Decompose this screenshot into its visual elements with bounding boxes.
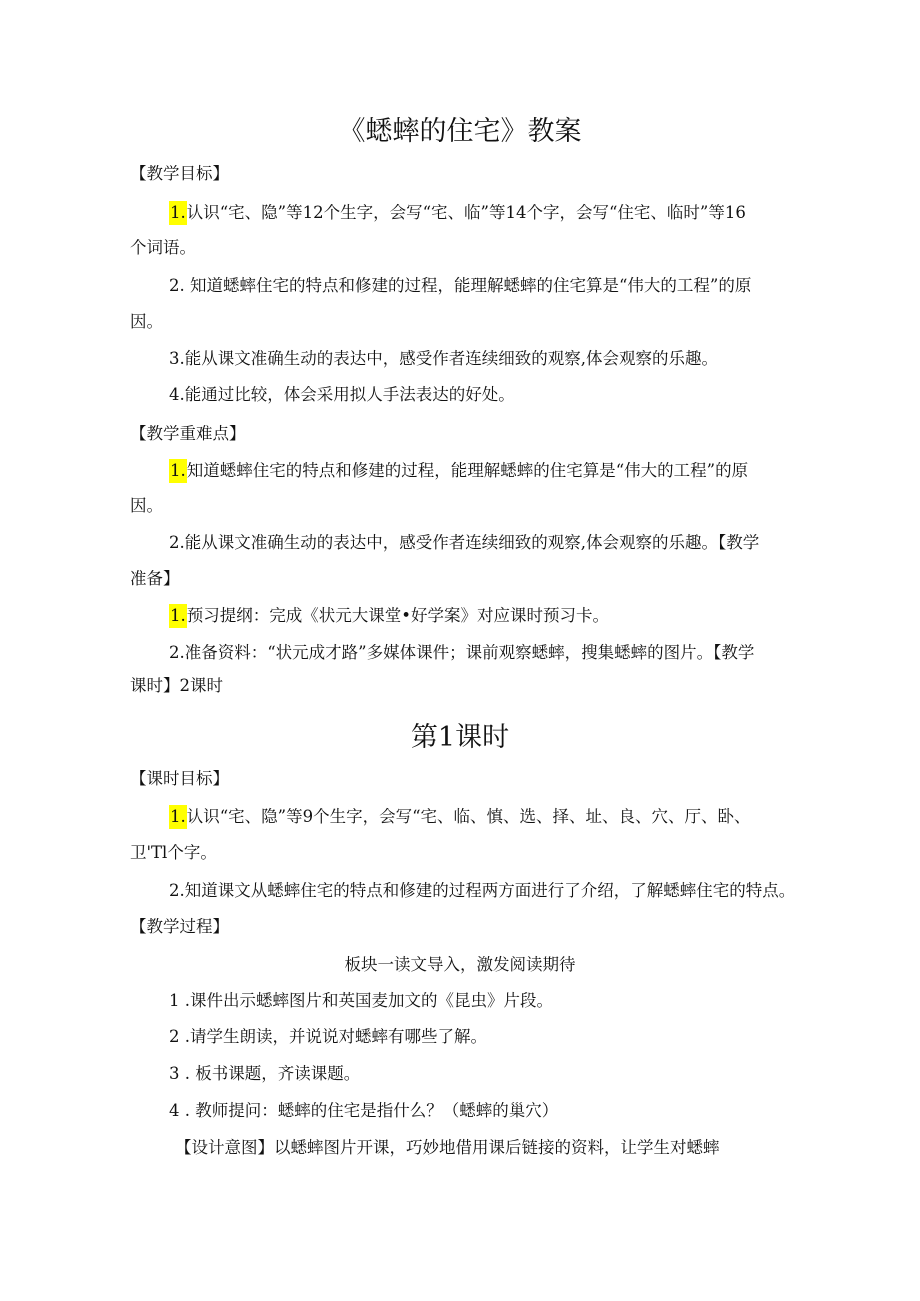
key-continuation: 因。 <box>130 496 163 515</box>
prep-continuation: 课时】2课时 <box>130 676 223 695</box>
lesson-goal-item <box>169 879 795 903</box>
lesson-goal-text: 认识“宅、隐”等9个生字，会写“宅、临、慎、选、择、址、良、穴、厅、卧、 <box>186 807 751 826</box>
key-text: 知道蟋蟀住宅的特点和修建的过程，能理解蟋蟀的住宅算是“伟大的工程”的原 <box>186 461 749 480</box>
goal-text: 认识“宅、隐”等12个生字，会写“宅、临”等14个字，会写“住宅、临时”等16 <box>186 203 746 222</box>
item-number: 2. <box>169 881 185 900</box>
key-continuation: 准备】 <box>130 569 180 588</box>
highlighted-number: 1. <box>169 201 187 225</box>
lesson-goals-heading: 【课时目标】 <box>130 769 229 788</box>
goal-item <box>169 274 751 298</box>
goal-continuation: 个词语。 <box>130 238 196 257</box>
step-item <box>169 1099 558 1123</box>
goal-item <box>169 201 746 225</box>
lesson-goal-continuation: 卫'Tl个字。 <box>130 843 217 862</box>
section-heading: 板块一读文导入，激发阅读期待 <box>344 955 576 974</box>
item-number: 2. <box>169 276 185 295</box>
item-number: 3. <box>169 349 185 368</box>
step-text: . 教师提问：蟋蟀的住宅是指什么？（蟋蟀的巢穴） <box>179 1101 559 1120</box>
step-text: .请学生朗读，并说说对蟋蟀有哪些了解。 <box>179 1027 487 1046</box>
step-number: 3 <box>169 1064 180 1083</box>
highlighted-number: 1. <box>169 604 187 628</box>
goals-heading: 【教学目标】 <box>130 164 229 183</box>
prep-item <box>169 641 754 665</box>
item-number: 2. <box>169 533 185 552</box>
key-text: 能从课文准确生动的表达中，感受作者连续细致的观察,体会观察的乐趣。【教学 <box>184 533 760 552</box>
key-item <box>169 531 759 555</box>
step-item <box>169 1025 487 1049</box>
highlighted-number: 1. <box>169 805 187 829</box>
process-heading: 【教学过程】 <box>130 917 229 936</box>
step-number: 4 <box>169 1101 180 1120</box>
lesson-title: 第1课时 <box>410 722 510 753</box>
step-item <box>169 1062 360 1086</box>
prep-text: 准备资料：“状元成才路”多媒体课件；课前观察蟋蟀，搜集蟋蟀的图片。【教学 <box>184 643 755 662</box>
goal-item <box>169 383 515 407</box>
goal-text: 能通过比较，体会采用拟人手法表达的好处。 <box>184 385 515 404</box>
key-heading: 【教学重难点】 <box>130 424 246 443</box>
design-note: 【设计意图】以蟋蟀图片开课，巧妙地借用课后链接的资料，让学生对蟋蟀 <box>175 1138 720 1157</box>
goal-item <box>169 347 718 371</box>
step-item <box>169 989 553 1013</box>
lesson-goal-text: 知道课文从蟋蟀住宅的特点和修建的过程两方面进行了介绍，了解蟋蟀住宅的特点。 <box>184 881 796 900</box>
goal-text: 能从课文准确生动的表达中，感受作者连续细致的观察,体会观察的乐趣。 <box>184 349 718 368</box>
key-item <box>169 459 748 483</box>
lesson-goal-item <box>169 805 751 829</box>
prep-item <box>169 604 609 628</box>
goal-continuation: 因。 <box>130 312 163 331</box>
step-number: 2 <box>169 1027 180 1046</box>
step-text: . 板书课题，齐读课题。 <box>179 1064 361 1083</box>
item-number: 2. <box>169 643 185 662</box>
goal-text: 知道蟋蟀住宅的特点和修建的过程，能理解蟋蟀的住宅算是“伟大的工程”的原 <box>184 276 752 295</box>
prep-text: 预习提纲：完成《状元大课堂•好学案》对应课时预习卡。 <box>186 606 609 625</box>
step-text: .课件出示蟋蟀图片和英国麦加文的《昆虫》片段。 <box>179 991 553 1010</box>
step-number: 1 <box>169 991 180 1010</box>
highlighted-number: 1. <box>169 459 187 483</box>
item-number: 4. <box>169 385 185 404</box>
document-title: 《蟋蟀的住宅》教案 <box>338 116 582 147</box>
